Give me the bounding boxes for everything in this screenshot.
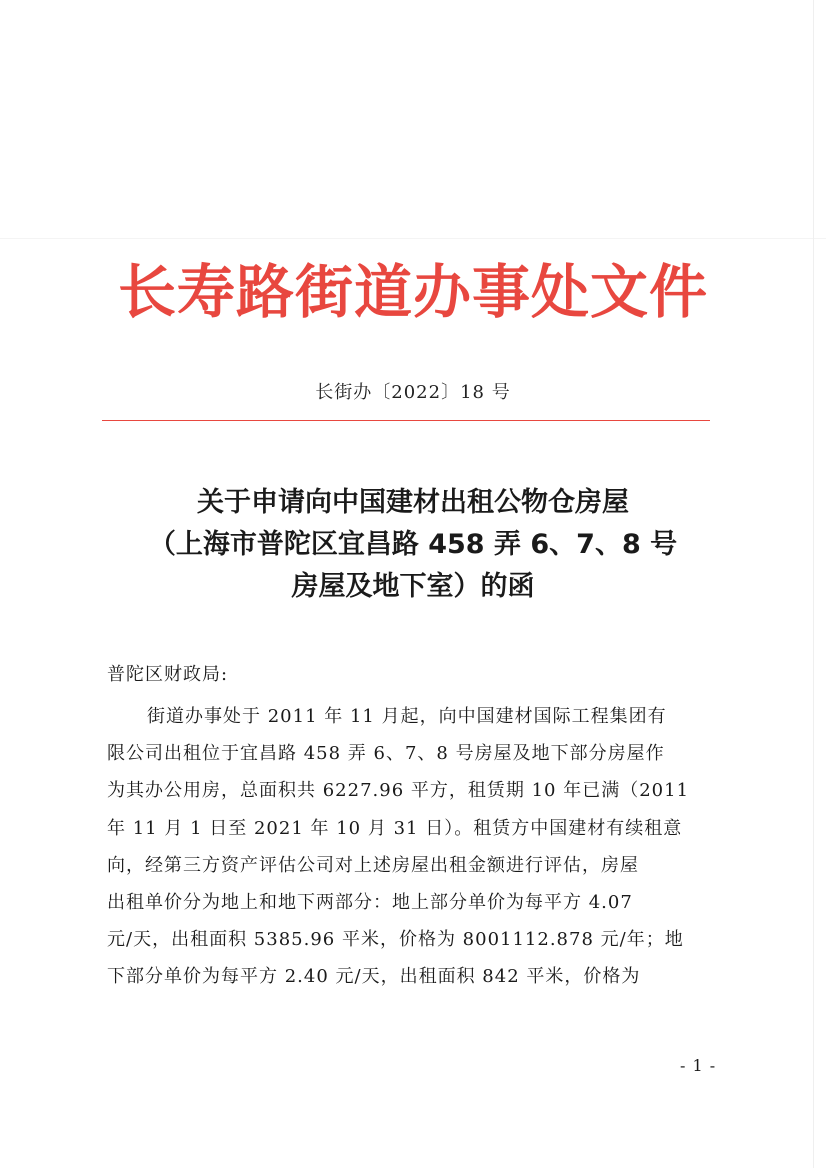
document-title-line: （上海市普陀区宜昌路 458 弄 6、7、8 号 bbox=[148, 529, 678, 560]
issuer-header-title: 长寿路街道办事处文件 bbox=[117, 258, 708, 326]
red-divider-line bbox=[102, 420, 710, 421]
document-title bbox=[0, 482, 826, 608]
document-number: 长街办〔2022〕18 号 bbox=[315, 382, 511, 403]
body-line: 元/天，出租面积 5385.96 平米，价格为 8001112.878 元/年；地 bbox=[107, 929, 684, 951]
page-number: - 1 - bbox=[680, 1056, 717, 1075]
body-paragraph bbox=[107, 698, 719, 996]
document-title-line: 房屋及地下室）的函 bbox=[291, 571, 535, 602]
body-line: 限公司出租位于宜昌路 458 弄 6、7、8 号房屋及地下部分房屋作 bbox=[107, 743, 665, 765]
recipient-salutation: 普陀区财政局: bbox=[107, 664, 229, 685]
body-line: 为其办公用房，总面积共 6227.96 平方，租赁期 10 年已满（2011 bbox=[107, 780, 690, 802]
scan-artifact-line bbox=[0, 238, 826, 239]
document-title-line: 关于申请向中国建材出租公物仓房屋 bbox=[197, 487, 629, 518]
body-line: 街道办事处于 2011 年 11 月起，向中国建材国际工程集团有 bbox=[147, 706, 667, 727]
body-line: 出租单价分为地上和地下两部分：地上部分单价为每平方 4.07 bbox=[107, 891, 633, 913]
body-line: 向，经第三方资产评估公司对上述房屋出租金额进行评估，房屋 bbox=[107, 854, 639, 876]
body-line: 下部分单价为每平方 2.40 元/天，出租面积 842 平米，价格为 bbox=[107, 966, 641, 988]
body-line: 年 11 月 1 日至 2021 年 10 月 31 日）。租赁方中国建材有续租意 bbox=[107, 817, 683, 839]
